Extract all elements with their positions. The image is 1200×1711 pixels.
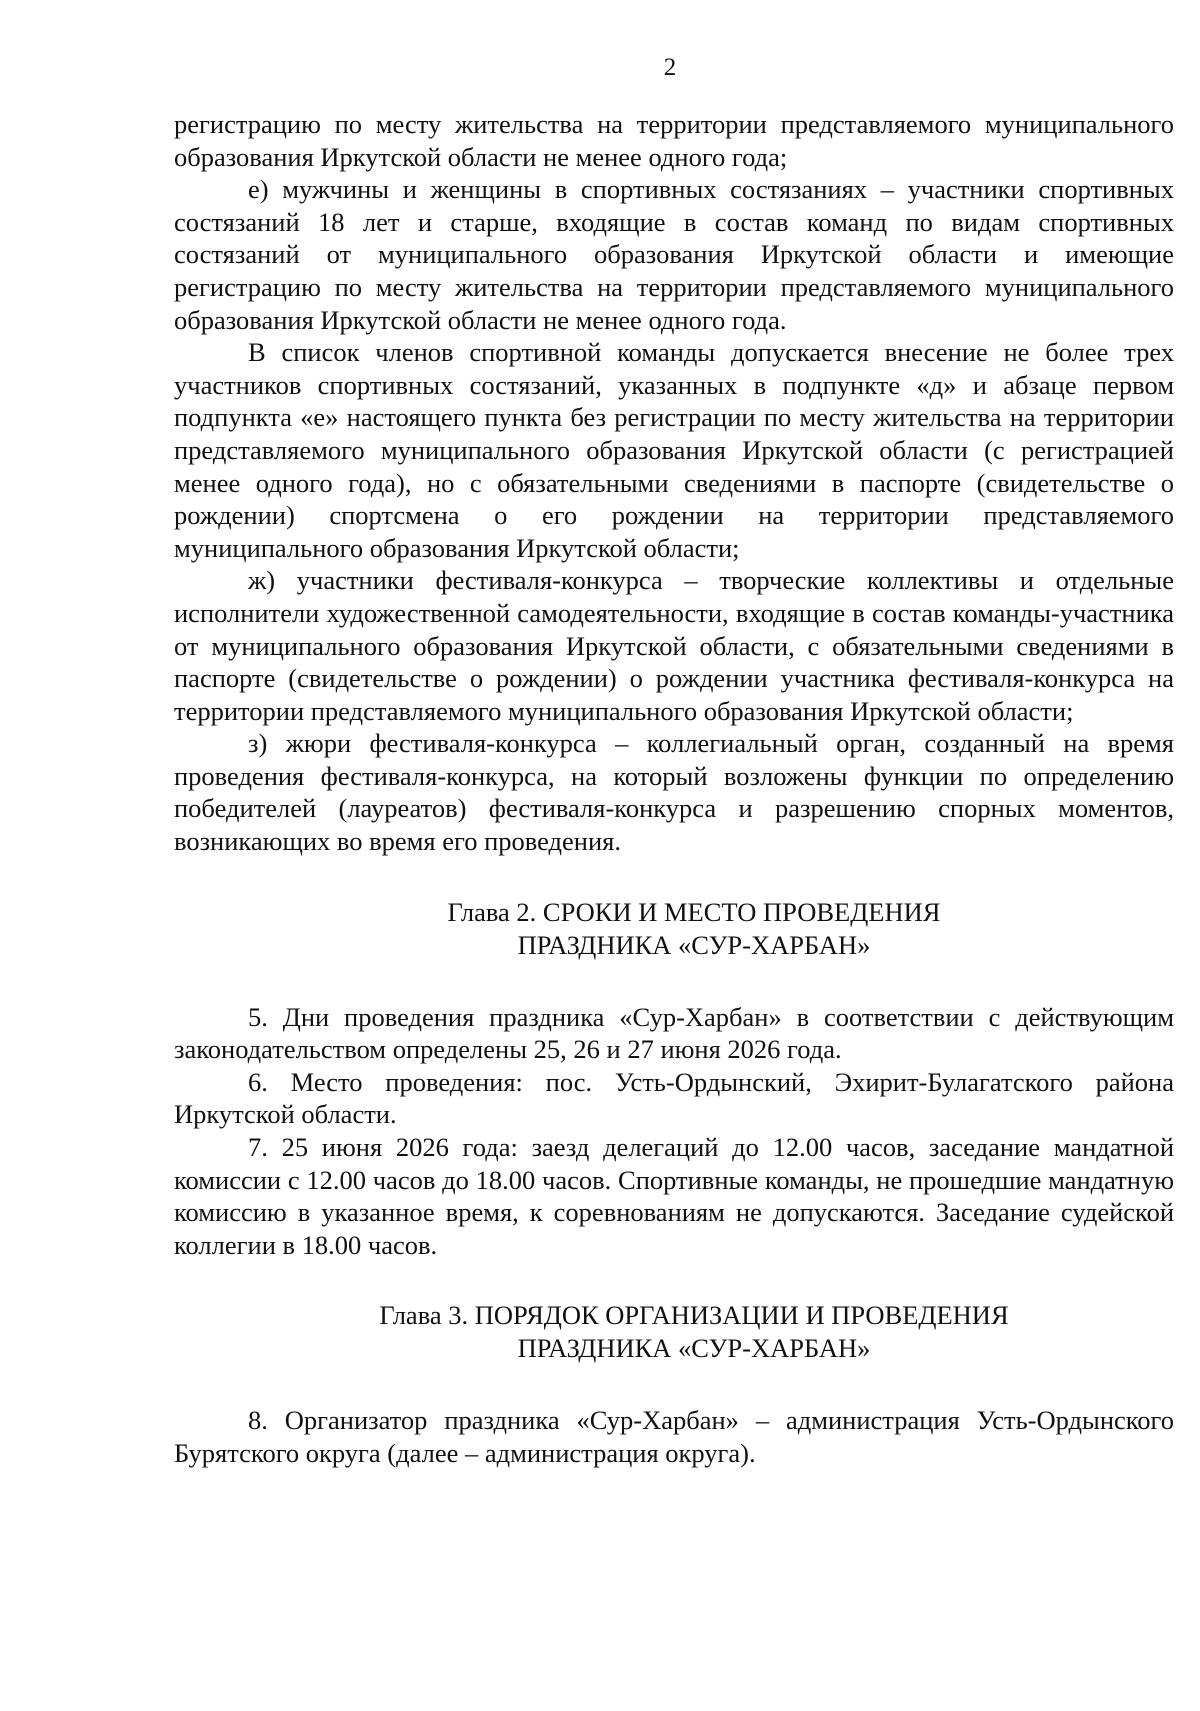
paragraph-item-zh: ж) участники фестиваля-конкурса – творческие коллективы и отдельные исполнители художественной самодеятельности, входящие в состав команды-участника от муниципального образования Иркутской области, с обязательными сведениями в паспорте (свидетельстве о рождении) о рождении участника фестиваля-конкурса на территории представляемого муниципального образования Иркутской области; bbox=[174, 565, 1174, 726]
paragraph-item-7: 7. 25 июня 2026 года: заезд делегаций до 12.00 часов, заседание мандатной комиссии с 12.00 часов до 18.00 часов. Спортивные команды, не прошедшие мандатную комиссию в указанное время, к соревнованиям не допускаются. Заседание судейской коллегии в 18.00 часов. bbox=[174, 1132, 1174, 1260]
paragraph-registration-continued: регистрацию по месту жительства на территории представляемого муниципального образования Иркутской области не менее одного года; bbox=[174, 109, 1174, 172]
paragraph-item-8: 8. Организатор праздника «Сур-Харбан» – администрация Усть-Ордынского Бурятского округа (далее – администрация округа). bbox=[174, 1405, 1174, 1468]
document-body bbox=[174, 108, 1174, 1470]
chapter-2-title bbox=[174, 896, 1174, 962]
chapter-3-title-line-1: Глава 3. ПОРЯДОК ОРГАНИЗАЦИИ И ПРОВЕДЕНИЯ bbox=[379, 1300, 1009, 1331]
chapter-3-title-line-2: ПРАЗДНИКА «СУР-ХАРБАН» bbox=[517, 1333, 871, 1364]
paragraph-item-5: 5. Дни проведения праздника «Сур-Харбан» в соответствии с действующим законодательством определены 25, 26 и 27 июня 2026 года. bbox=[174, 1001, 1174, 1065]
paragraph-team-list: В список членов спортивной команды допускается внесение не более трех участников спортивных состязаний, указанных в подпункте «д» и абзаце первом подпункта «е» настоящего пункта без регистрации по месту жительства на территории представляемого муниципального образования Иркутской области (с регистрацией менее одного года), но с обязательными сведениями в паспорте (свидетельстве о рождении) спортсмена о его рождении на территории представляемого муниципального образования Иркутской области; bbox=[174, 337, 1174, 563]
chapter-2-title-line-2: ПРАЗДНИКА «СУР-ХАРБАН» bbox=[517, 929, 871, 960]
paragraph-item-z: з) жюри фестиваля-конкурса – коллегиальный орган, созданный на время проведения фестиваля-конкурса, на который возложены функции по определению победителей (лауреатов) фестиваля-конкурса и разрешению спорных моментов, возникающих во время его проведения. bbox=[174, 728, 1174, 857]
page-number: 2 bbox=[663, 54, 677, 81]
paragraph-item-e: е) мужчины и женщины в спортивных состязаниях – участники спортивных состязаний 18 лет и старше, входящие в состав команд по видам спортивных состязаний от муниципального образования Иркутской области и имеющие регистрацию по месту жительства на территории представляемого муниципального образования Иркутской области не менее одного года. bbox=[174, 174, 1174, 335]
chapter-3-title bbox=[174, 1299, 1174, 1365]
paragraph-item-6: 6. Место проведения: пос. Усть-Ордынский, Эхирит-Булагатского района Иркутской области. bbox=[174, 1066, 1174, 1130]
chapter-2-title-line-1: Глава 2. СРОКИ И МЕСТО ПРОВЕДЕНИЯ bbox=[447, 896, 941, 927]
